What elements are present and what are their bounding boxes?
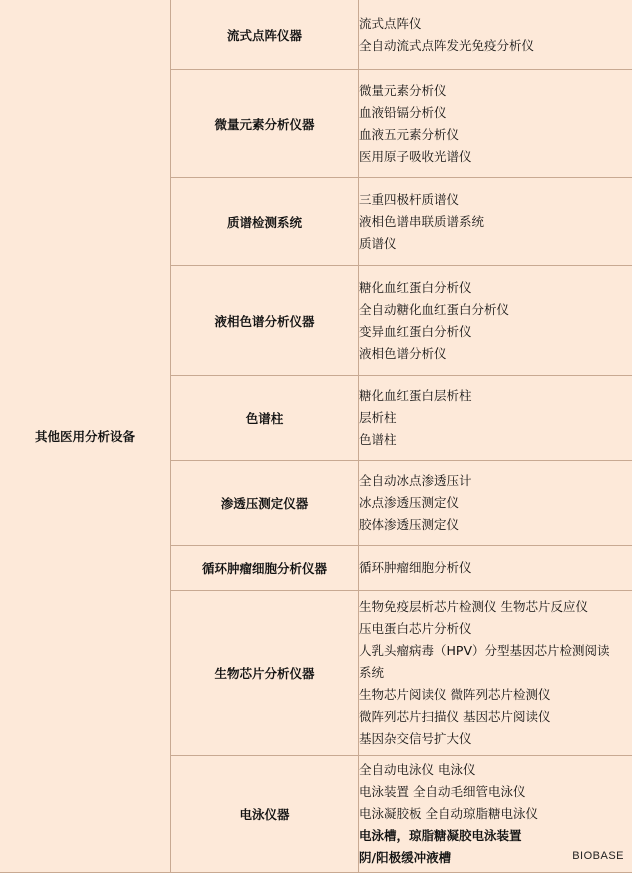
list-item: 阴/阳极缓冲液槽 [359, 847, 632, 869]
item-list [359, 557, 632, 579]
list-item: 变异血红蛋白分析仪 [359, 321, 632, 343]
list-item: 层析柱 [359, 407, 632, 429]
list-item: 生物免疫层析芯片检测仪 生物芯片反应仪 [359, 596, 632, 618]
item-list-cell [359, 0, 632, 70]
list-item: 冰点渗透压测定仪 [359, 492, 632, 514]
main-category-cell: 其他医用分析设备 [0, 0, 171, 873]
list-item: 人乳头瘤病毒（HPV）分型基因芯片检测阅读 [359, 640, 632, 662]
item-list [359, 277, 632, 365]
list-item: 色谱柱 [359, 429, 632, 451]
list-item: 基因杂交信号扩大仪 [359, 728, 632, 750]
item-list [359, 385, 632, 451]
list-item: 电泳槽，琼脂糖凝胶电泳装置 [359, 825, 632, 847]
item-list [359, 80, 632, 168]
sub-category-cell: 质谱检测系统 [171, 178, 359, 266]
list-item: 流式点阵仪 [359, 13, 632, 35]
list-item: 三重四极杆质谱仪 [359, 189, 632, 211]
sub-category-cell: 生物芯片分析仪器 [171, 591, 359, 756]
item-list-cell [359, 376, 632, 461]
item-list [359, 470, 632, 536]
list-item: 糖化血红蛋白层析柱 [359, 385, 632, 407]
list-item: 压电蛋白芯片分析仪 [359, 618, 632, 640]
item-list-cell [359, 266, 632, 376]
list-item: 电泳装置 全自动毛细管电泳仪 [359, 781, 632, 803]
list-item: 电泳凝胶板 全自动琼脂糖电泳仪 [359, 803, 632, 825]
list-item: 胶体渗透压测定仪 [359, 514, 632, 536]
list-item: 血液铅镉分析仪 [359, 102, 632, 124]
list-item: 循环肿瘤细胞分析仪 [359, 557, 632, 579]
sub-category-cell: 微量元素分析仪器 [171, 70, 359, 178]
item-list [359, 13, 632, 57]
list-item: 液相色谱串联质谱系统 [359, 211, 632, 233]
item-list-cell [359, 461, 632, 546]
item-list-cell [359, 546, 632, 591]
sub-category-cell: 渗透压测定仪器 [171, 461, 359, 546]
sub-category-cell: 流式点阵仪器 [171, 0, 359, 70]
list-item: 液相色谱分析仪 [359, 343, 632, 365]
sub-category-cell: 电泳仪器 [171, 756, 359, 873]
list-item: 系统 [359, 662, 632, 684]
list-item: 全自动流式点阵发光免疫分析仪 [359, 35, 632, 57]
item-list [359, 189, 632, 255]
list-item: 生物芯片阅读仪 微阵列芯片检测仪 [359, 684, 632, 706]
item-list [359, 596, 632, 750]
list-item: 全自动电泳仪 电泳仪 [359, 759, 632, 781]
table-row [0, 0, 632, 70]
sub-category-cell: 色谱柱 [171, 376, 359, 461]
list-item: 医用原子吸收光谱仪 [359, 146, 632, 168]
sub-category-cell: 液相色谱分析仪器 [171, 266, 359, 376]
item-list-cell [359, 591, 632, 756]
list-item: 微量元素分析仪 [359, 80, 632, 102]
list-item: 质谱仪 [359, 233, 632, 255]
item-list-cell [359, 70, 632, 178]
biobase-watermark: BIOBASE [572, 850, 624, 862]
item-list-cell [359, 178, 632, 266]
list-item: 全自动冰点渗透压计 [359, 470, 632, 492]
list-item: 全自动糖化血红蛋白分析仪 [359, 299, 632, 321]
sub-category-cell: 循环肿瘤细胞分析仪器 [171, 546, 359, 591]
list-item: 血液五元素分析仪 [359, 124, 632, 146]
list-item: 糖化血红蛋白分析仪 [359, 277, 632, 299]
list-item: 微阵列芯片扫描仪 基因芯片阅读仪 [359, 706, 632, 728]
